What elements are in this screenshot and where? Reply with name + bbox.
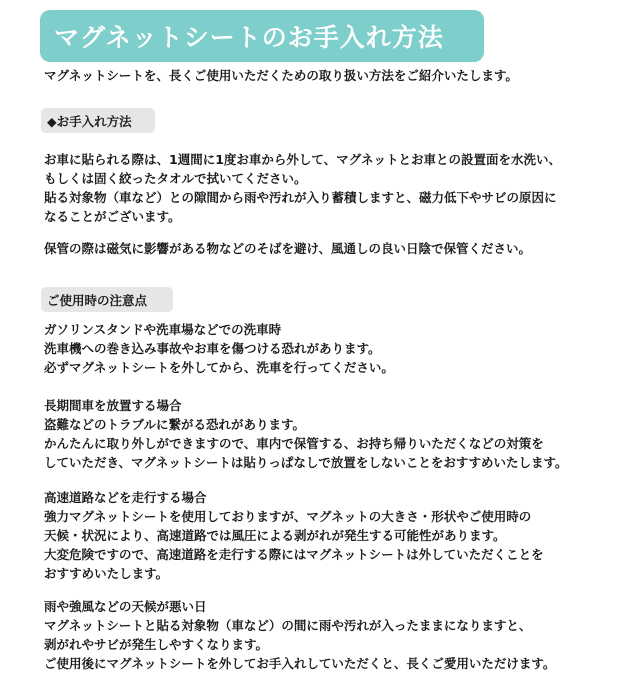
care-paragraph-1 bbox=[44, 150, 634, 226]
text-line: 強力マグネットシートを使用しておりますが、マグネットの大きさ・形状やご使用時の bbox=[44, 509, 532, 524]
text-line: かんたんに取り外しができますので、車内で保管する、お持ち帰りいただくなどの対策を bbox=[44, 436, 544, 451]
text-line: 必ずマグネットシートを外してから、洗車を行ってください。 bbox=[44, 360, 394, 375]
note-highway bbox=[44, 488, 634, 583]
note-heading: 雨や強風などの天候が悪い日 bbox=[44, 599, 207, 614]
text-line: なることがございます。 bbox=[44, 209, 181, 224]
text-line: 盗難などのトラブルに繋がる恐れがあります。 bbox=[44, 417, 306, 432]
note-long-parking bbox=[44, 396, 634, 472]
text-line: 貼る対象物（車など）との隙間から雨や汚れが入り蓄積しますと、磁力低下やサビの原因に bbox=[44, 190, 557, 205]
note-heading: 高速道路などを走行する場合 bbox=[44, 490, 207, 505]
text-line: 洗車機への巻き込み事故やお車を傷つける恐れがあります。 bbox=[44, 341, 381, 356]
text-line: マグネットシートと貼る対象物（車など）の間に雨や汚れが入ったままになりますと、 bbox=[44, 618, 532, 633]
text-line: 保管の際は磁気に影響がある物などのそばを避け、風通しの良い日陰で保管ください。 bbox=[44, 241, 532, 256]
text-line: 天候・状況により、高速道路では風圧による剥がれが発生する可能性があります。 bbox=[44, 528, 506, 543]
care-paragraph-2 bbox=[44, 239, 634, 258]
note-bad-weather bbox=[44, 597, 634, 673]
intro-text: マグネットシートを、長くご使用いただくための取り扱い方法をご紹介いたします。 bbox=[44, 68, 518, 83]
text-line: ご使用後にマグネットシートを外してお手入れしていただくと、長くご愛用いただけます。 bbox=[44, 656, 556, 671]
text-line: 大変危険ですので、高速道路を走行する際にはマグネットシートは外していただくことを bbox=[44, 547, 544, 562]
page-title: マグネットシートのお手入れ方法 bbox=[54, 23, 444, 52]
note-gas-station bbox=[44, 320, 634, 377]
text-line: もしくは固く絞ったタオルで拭いてください。 bbox=[44, 171, 307, 186]
note-heading: 長期間車を放置する場合 bbox=[44, 398, 182, 413]
text-line: おすすめいたします。 bbox=[44, 566, 169, 581]
text-line: お車に貼られる際は、1週間に1度お車から外して、マグネットとお車との設置面を水洗い、 bbox=[44, 152, 562, 167]
text-line: 剥がれやサビが発生しやすくなります。 bbox=[44, 637, 269, 652]
notes-section-label: ご使用時の注意点 bbox=[41, 287, 173, 312]
note-heading: ガソリンスタンドや洗車場などでの洗車時 bbox=[44, 322, 282, 337]
text-line: していただき、マグネットシートは貼りっぱなしで放置をしないことをおすすめいたします。 bbox=[44, 455, 568, 470]
care-section-label: ◆お手入れ方法 bbox=[41, 108, 155, 133]
title-banner bbox=[40, 10, 484, 62]
